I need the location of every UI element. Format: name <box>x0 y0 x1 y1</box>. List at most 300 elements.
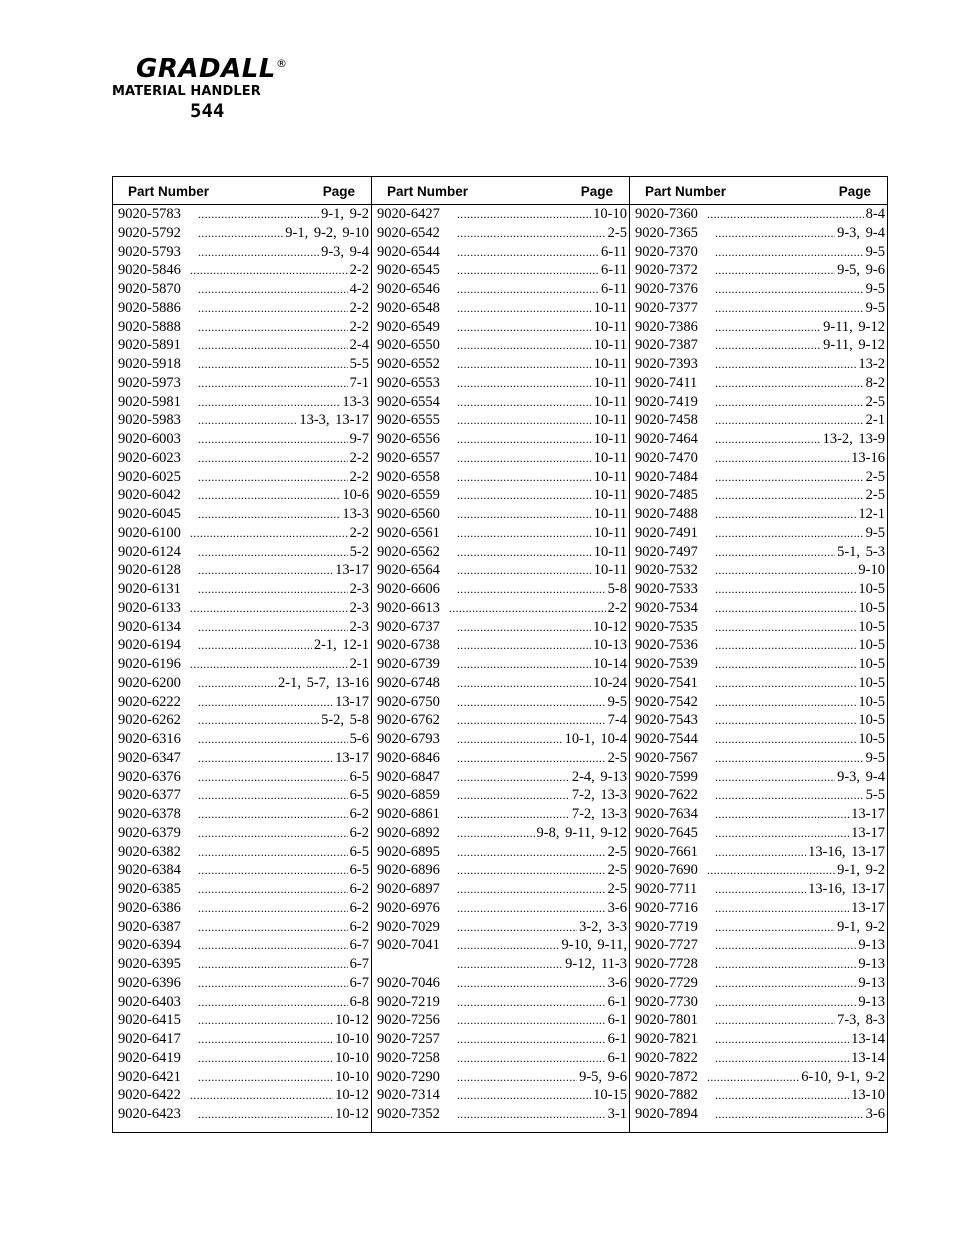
page-reference: 9-1, 9-2 <box>837 918 885 935</box>
page-reference: 2-5 <box>607 881 627 897</box>
index-row <box>113 1087 371 1106</box>
index-row <box>372 881 629 900</box>
page-reference: 2-1, 5-7, 13-16 <box>278 674 369 691</box>
page-reference: 2-5 <box>865 487 885 504</box>
part-number: 9020-5793 <box>118 243 181 260</box>
page-reference: 6-2 <box>349 918 369 935</box>
index-row <box>113 787 371 806</box>
dot-leader <box>715 845 806 860</box>
registered-mark: ® <box>276 57 287 70</box>
index-row <box>372 469 629 488</box>
page-reference: 2-5 <box>607 862 627 879</box>
page-reference: 6-2 <box>349 824 369 841</box>
part-number: 9020-7536 <box>635 637 698 654</box>
index-row <box>630 337 887 356</box>
dot-leader <box>198 638 312 653</box>
index-row <box>630 994 887 1013</box>
page-reference: 13-17 <box>851 824 885 841</box>
dot-leader <box>715 563 856 578</box>
index-row <box>113 244 371 263</box>
page-reference: 8-2 <box>865 374 885 391</box>
column-header <box>372 177 629 205</box>
page-reference: 13-17 <box>851 806 885 822</box>
index-row <box>630 225 887 244</box>
dot-leader <box>457 470 592 485</box>
part-number: 9020-7411 <box>635 374 698 391</box>
part-number: 9020-6564 <box>377 562 440 579</box>
page-reference: 6-5 <box>349 843 369 860</box>
page-reference: 10-11 <box>593 506 627 522</box>
dot-leader <box>198 301 348 316</box>
page-reference: 13-17 <box>335 749 369 766</box>
column-header <box>630 177 887 205</box>
dot-leader <box>190 657 348 672</box>
dot-leader <box>715 582 856 597</box>
dot-leader <box>715 545 835 560</box>
dot-leader <box>457 938 560 953</box>
index-row <box>113 637 371 656</box>
index-row <box>372 937 629 956</box>
part-number: 9020-7497 <box>635 543 698 560</box>
page-reference: 10-5 <box>858 618 885 635</box>
page-reference: 6-7 <box>349 956 369 972</box>
part-number: 9020-7256 <box>377 1012 440 1029</box>
index-row <box>630 281 887 300</box>
dot-leader <box>198 207 319 222</box>
index-row <box>630 975 887 994</box>
part-number: 9020-7372 <box>635 262 698 279</box>
dot-leader <box>715 1088 849 1103</box>
part-number: 9020-6847 <box>377 768 440 785</box>
part-number: 9020-6897 <box>377 881 440 897</box>
index-row <box>113 525 371 544</box>
part-number: 9020-7535 <box>635 618 698 635</box>
index-row <box>372 581 629 600</box>
part-number: 9020-5870 <box>118 281 181 297</box>
part-number: 9020-6196 <box>118 656 181 672</box>
page-reference: 13-3 <box>342 393 369 410</box>
dot-leader <box>715 1051 849 1066</box>
part-number: 9020-6384 <box>118 862 181 879</box>
page-reference: 9-8, 9-11, 9-12 <box>536 824 627 841</box>
page-reference: 5-1, 5-3 <box>837 543 885 560</box>
part-number: 9020-5792 <box>118 224 181 241</box>
dot-leader <box>457 638 591 653</box>
index-row <box>630 562 887 581</box>
page-reference: 10-5 <box>858 693 885 710</box>
page-reference: 6-2 <box>349 899 369 916</box>
part-number: 9020-6395 <box>118 956 181 972</box>
page-reference: 2-1 <box>865 412 885 429</box>
part-number: 9020-6262 <box>118 712 181 729</box>
page-reference: 12-1 <box>858 506 885 522</box>
page-reference: 10-11 <box>593 468 627 485</box>
dot-leader <box>198 320 348 335</box>
part-number: 9020-6100 <box>118 524 181 541</box>
dot-leader <box>198 938 348 953</box>
index-row <box>113 281 371 300</box>
part-number: 9020-7801 <box>635 1012 698 1029</box>
dot-leader <box>457 207 591 222</box>
index-row <box>113 206 371 225</box>
index-row <box>113 600 371 619</box>
dot-leader <box>457 732 563 747</box>
index-row <box>372 375 629 394</box>
part-number: 9020-6892 <box>377 824 440 841</box>
dot-leader <box>715 301 864 316</box>
index-column-2 <box>371 177 629 1132</box>
page-reference: 2-5 <box>865 393 885 410</box>
index-row <box>630 712 887 731</box>
page-reference: 7-4 <box>607 712 627 729</box>
dot-leader <box>457 488 592 503</box>
page-reference: 5-5 <box>865 787 885 804</box>
dot-leader <box>198 507 340 522</box>
dot-leader <box>198 470 348 485</box>
page-reference: 10-12 <box>335 1106 369 1122</box>
page-reference: 3-6 <box>865 1106 885 1122</box>
index-row <box>372 919 629 938</box>
page-reference: 6-11 <box>600 243 627 260</box>
part-number: 9020-7257 <box>377 1031 440 1047</box>
dot-leader <box>715 245 864 260</box>
dot-leader <box>715 263 835 278</box>
page-reference: 9-12, 11-3 <box>565 956 627 972</box>
index-row <box>372 431 629 450</box>
dot-leader <box>457 788 570 803</box>
part-number: 9020-6417 <box>118 1031 181 1047</box>
page-reference: 6-5 <box>349 768 369 785</box>
index-row <box>113 731 371 750</box>
part-number: 9020-7470 <box>635 449 698 466</box>
brand-logo: GRADALL <box>136 54 276 84</box>
dot-leader <box>715 320 821 335</box>
index-row <box>113 225 371 244</box>
index-row <box>113 712 371 731</box>
index-row <box>372 1087 629 1106</box>
part-number: 9020-7882 <box>635 1087 698 1104</box>
page-reference: 6-1 <box>607 993 627 1010</box>
dot-leader <box>457 563 592 578</box>
index-row <box>113 487 371 506</box>
dot-leader <box>190 263 348 278</box>
page-reference: 6-7 <box>349 974 369 991</box>
part-number: 9020-6561 <box>377 524 440 541</box>
page-reference: 6-5 <box>349 787 369 804</box>
dot-leader <box>198 788 348 803</box>
part-number: 9020-6861 <box>377 806 440 822</box>
index-row <box>113 750 371 769</box>
part-number: 9020-6379 <box>118 824 181 841</box>
part-number-heading: Part Number <box>645 184 727 199</box>
page-reference: 10-10 <box>335 1049 369 1066</box>
dot-leader <box>457 301 592 316</box>
index-row <box>630 881 887 900</box>
page-reference: 10-11 <box>593 562 627 579</box>
dot-leader <box>198 338 348 353</box>
index-row <box>372 206 629 225</box>
index-row <box>113 431 371 450</box>
dot-leader <box>457 245 599 260</box>
page-reference: 9-13 <box>858 937 885 954</box>
page-reference: 9-1, 9-2 <box>837 862 885 879</box>
part-number: 9020-6415 <box>118 1012 181 1029</box>
page-reference: 3-2, 3-3 <box>579 918 627 935</box>
part-number: 9020-6750 <box>377 693 440 710</box>
part-number: 9020-6560 <box>377 506 440 522</box>
part-number: 9020-7029 <box>377 918 440 935</box>
part-number-index-table <box>112 176 888 1133</box>
part-number: 9020-7822 <box>635 1049 698 1066</box>
dot-leader <box>457 545 592 560</box>
dot-leader <box>715 338 821 353</box>
dot-leader <box>198 807 348 822</box>
part-number: 9020-6347 <box>118 749 181 766</box>
dot-leader <box>457 432 592 447</box>
dot-leader <box>715 770 835 785</box>
page-reference: 2-2 <box>349 262 369 279</box>
index-row <box>372 862 629 881</box>
dot-leader <box>457 1032 606 1047</box>
page-reference: 5-2, 5-8 <box>321 712 369 729</box>
dot-leader <box>457 657 591 672</box>
dot-leader <box>190 1088 333 1103</box>
dot-leader <box>198 620 348 635</box>
index-row <box>630 469 887 488</box>
page-reference: 10-12 <box>335 1087 369 1104</box>
page-reference: 2-1 <box>349 656 369 672</box>
page-reference: 10-15 <box>593 1087 627 1104</box>
index-row <box>372 637 629 656</box>
index-rows <box>630 205 887 1125</box>
index-row <box>372 694 629 713</box>
index-row <box>372 300 629 319</box>
page-reference: 10-5 <box>858 656 885 672</box>
dot-leader <box>715 282 864 297</box>
page-reference: 10-11 <box>593 449 627 466</box>
dot-leader <box>198 488 340 503</box>
page-reference: 10-11 <box>593 393 627 410</box>
index-row <box>113 356 371 375</box>
dot-leader <box>457 338 592 353</box>
part-number: 9020-6131 <box>118 581 181 597</box>
dot-leader <box>457 695 606 710</box>
index-row <box>372 844 629 863</box>
index-row <box>113 862 371 881</box>
dot-leader <box>715 920 835 935</box>
index-row <box>113 581 371 600</box>
part-number: 9020-6762 <box>377 712 440 729</box>
part-number: 9020-7484 <box>635 468 698 485</box>
dot-leader <box>198 882 348 897</box>
dot-leader <box>198 732 348 747</box>
page-reference: 13-2 <box>858 356 885 372</box>
part-number: 9020-6403 <box>118 993 181 1010</box>
page-reference: 6-1 <box>607 1012 627 1029</box>
dot-leader <box>457 620 591 635</box>
part-number: 9020-6394 <box>118 937 181 954</box>
page-reference: 9-13 <box>858 974 885 991</box>
dot-leader <box>198 226 283 241</box>
index-row <box>630 862 887 881</box>
part-number: 9020-6556 <box>377 431 440 447</box>
page-reference: 13-17 <box>335 693 369 710</box>
index-row <box>372 281 629 300</box>
dot-leader <box>449 601 606 616</box>
dot-leader <box>190 526 348 541</box>
index-row <box>630 919 887 938</box>
part-number: 9020-6200 <box>118 674 181 691</box>
page-reference: 10-5 <box>858 637 885 654</box>
index-row <box>630 1012 887 1031</box>
part-number: 9020-6387 <box>118 918 181 935</box>
part-number: 9020-5886 <box>118 299 181 316</box>
part-number: 9020-6042 <box>118 487 181 504</box>
index-row <box>113 1106 371 1125</box>
part-number: 9020-7534 <box>635 599 698 616</box>
dot-leader <box>715 488 864 503</box>
part-number: 9020-6378 <box>118 806 181 822</box>
page-reference: 10-11 <box>593 524 627 541</box>
dot-leader <box>715 938 856 953</box>
index-row <box>372 750 629 769</box>
index-row <box>372 1031 629 1050</box>
dot-leader <box>198 395 340 410</box>
index-row <box>372 769 629 788</box>
index-row <box>113 956 371 975</box>
dot-leader <box>198 845 348 860</box>
index-row <box>113 675 371 694</box>
page-reference: 10-13 <box>593 637 627 654</box>
part-number: 9020-6421 <box>118 1068 181 1085</box>
index-row <box>630 206 887 225</box>
page-reference: 10-1, 10-4 <box>564 731 627 747</box>
dot-leader <box>457 395 592 410</box>
index-row <box>113 319 371 338</box>
page-reference: 10-24 <box>593 674 627 691</box>
page-reference: 9-1, 9-2, 9-10 <box>285 224 369 241</box>
part-number: 9020-7219 <box>377 993 440 1010</box>
part-number: 9020-6793 <box>377 731 440 747</box>
page-reference: 10-11 <box>593 356 627 372</box>
part-number: 9020-7894 <box>635 1106 698 1122</box>
part-number: 9020-6545 <box>377 262 440 279</box>
index-row <box>372 1069 629 1088</box>
part-number: 9020-6739 <box>377 656 440 672</box>
page-reference: 2-2 <box>607 599 627 616</box>
part-number: 9020-5983 <box>118 412 181 429</box>
index-row <box>113 412 371 431</box>
page-reference: 5-8 <box>607 581 627 597</box>
index-row <box>372 994 629 1013</box>
dot-leader <box>457 357 592 372</box>
part-number: 9020-7386 <box>635 318 698 335</box>
dot-leader <box>198 863 348 878</box>
page-reference: 10-10 <box>335 1068 369 1085</box>
page-reference: 9-7 <box>349 431 369 447</box>
index-row <box>113 975 371 994</box>
part-number: 9020-5891 <box>118 337 181 354</box>
part-number: 9020-7727 <box>635 937 698 954</box>
page-reference: 13-10 <box>851 1087 885 1104</box>
page-reference: 2-4 <box>349 337 369 354</box>
dot-leader <box>457 526 592 541</box>
page-reference: 2-1, 12-1 <box>313 637 369 654</box>
page-reference: 2-2 <box>349 524 369 541</box>
part-number: 9020-6557 <box>377 449 440 466</box>
part-number: 9020-7046 <box>377 974 440 991</box>
dot-leader <box>457 713 606 728</box>
model-number: 544 <box>190 100 225 122</box>
page-reference: 10-5 <box>858 581 885 597</box>
index-rows <box>113 205 371 1125</box>
part-number: 9020-6555 <box>377 412 440 429</box>
index-row <box>630 1069 887 1088</box>
index-column-1 <box>113 177 371 1132</box>
part-number: 9020-7365 <box>635 224 698 241</box>
index-row <box>113 825 371 844</box>
part-number: 9020-7485 <box>635 487 698 504</box>
index-row <box>372 412 629 431</box>
dot-leader <box>198 826 348 841</box>
index-row <box>372 487 629 506</box>
index-row <box>630 262 887 281</box>
index-row <box>372 450 629 469</box>
part-number: 9020-6003 <box>118 431 181 447</box>
page-reference: 9-5 <box>865 281 885 297</box>
page-reference: 2-3 <box>349 581 369 597</box>
dot-leader <box>457 226 606 241</box>
page-reference: 10-11 <box>593 374 627 391</box>
dot-leader <box>715 751 864 766</box>
dot-leader <box>198 282 348 297</box>
part-number: 9020-7352 <box>377 1106 440 1122</box>
page-reference: 9-1, 9-2 <box>321 206 369 222</box>
index-row <box>630 694 887 713</box>
part-number: 9020-7314 <box>377 1087 440 1104</box>
index-row <box>630 525 887 544</box>
part-number: 9020-6895 <box>377 843 440 860</box>
part-number: 9020-6559 <box>377 487 440 504</box>
index-row <box>113 937 371 956</box>
index-row <box>372 712 629 731</box>
dot-leader <box>198 676 276 691</box>
dot-leader <box>198 957 348 972</box>
dot-leader <box>715 1013 835 1028</box>
index-row <box>630 1106 887 1125</box>
dot-leader <box>198 563 333 578</box>
part-number: 9020-6419 <box>118 1049 181 1066</box>
index-row <box>630 731 887 750</box>
part-number: 9020-6976 <box>377 899 440 916</box>
dot-leader <box>198 1070 333 1085</box>
page-reference: 7-2, 13-3 <box>571 787 627 804</box>
product-subtitle: MATERIAL HANDLER <box>112 84 261 99</box>
page-reference: 6-10, 9-1, 9-2 <box>801 1068 885 1085</box>
part-number: 9020-6846 <box>377 749 440 766</box>
dot-leader <box>190 601 348 616</box>
index-row <box>372 675 629 694</box>
dot-leader <box>457 413 592 428</box>
page-reference: 9-5 <box>865 243 885 260</box>
dot-leader <box>198 413 297 428</box>
part-number: 9020-7387 <box>635 337 698 354</box>
page-reference: 3-6 <box>607 899 627 916</box>
part-number: 9020-6025 <box>118 468 181 485</box>
part-number: 9020-6128 <box>118 562 181 579</box>
part-number: 9020-7532 <box>635 562 698 579</box>
dot-leader <box>198 901 348 916</box>
